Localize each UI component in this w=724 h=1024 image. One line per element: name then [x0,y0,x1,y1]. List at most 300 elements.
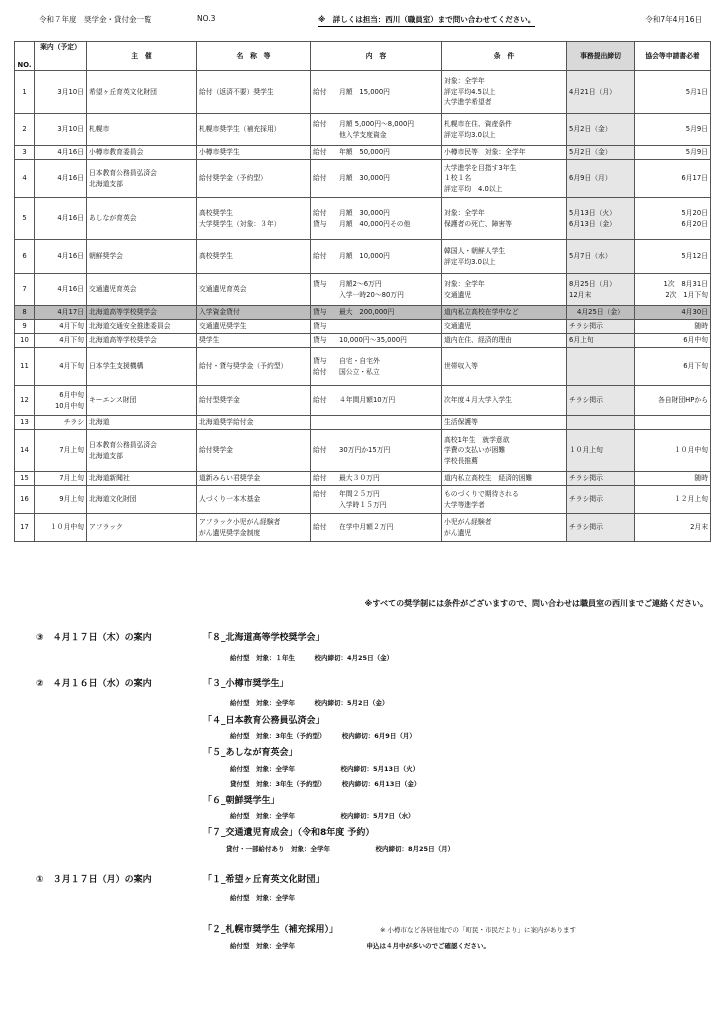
cell-name [197,146,311,160]
cell-application-due [635,240,711,274]
cell-organizer-line: 札幌市 [89,125,110,134]
cell-name [197,386,311,416]
cell-date-line: 7月上旬 [59,446,84,455]
cell-conditions [442,320,567,334]
cell-organizer [87,160,197,198]
col-content: 内 容 [311,42,442,71]
cell-date-line: 9月上旬 [59,495,84,504]
cell-office-deadline [567,71,635,114]
cell-application-due-line: 5月12日 [681,252,708,261]
cell-no: 16 [15,486,35,514]
cell-no: 12 [15,386,35,416]
cell-content [311,386,442,416]
table-row [15,486,711,514]
content-type: 給付 [313,148,327,157]
content-type: 貸与 [313,280,327,288]
cell-no: 15 [15,472,35,486]
announce-2-title-4: 「６_朝鮮奨学生」 [203,796,280,806]
cell-conditions [442,334,567,348]
announce-2-detail-2: 給付型 対象：3年生（予約型） 校内締切：6月9日（月） [230,732,416,740]
cell-name [197,198,311,240]
cell-conditions [442,146,567,160]
cell-content [311,160,442,198]
cell-application-due [635,306,711,320]
announce-3-title: 「８_北海道高等学校奨学会」 [203,633,325,643]
announce-2-date: ② ４月１６日（水）の案内 [36,679,152,689]
col-conditions: 条 件 [442,42,567,71]
col-office-deadline: 事務提出締切 [567,42,635,71]
cell-date-line: チラシ [63,418,84,427]
cell-office-deadline [567,514,635,542]
cell-name [197,71,311,114]
cell-conditions-line: 評定平均 4.0以上 [444,184,503,193]
cell-office-deadline-line: 5月13日（火） [569,209,616,217]
cell-conditions [442,514,567,542]
table-row [15,348,711,386]
cell-date [35,306,87,320]
cell-conditions-line: 生活保護等 [444,418,478,427]
content-type: 給付 [313,490,327,498]
content-amount: 月額 30,000円 [339,209,390,217]
cell-no: 5 [15,198,35,240]
cell-organizer [87,240,197,274]
cell-application-due [635,348,711,386]
cell-name-line: 北海道奨学給付金 [199,418,254,427]
content-type [313,290,339,301]
cell-organizer-line: 北海道 [89,418,110,427]
content-amount: 最大 200,000円 [339,308,395,317]
cell-organizer [87,416,197,430]
announce-2-detail-5: 貸付・一部給付あり 対象：全学年 校内締切：8月25日（月） [226,845,455,853]
cell-name-line: 給付（返済不要）奨学生 [199,87,274,96]
announce-2-title-3: 「５_あしなが育英会」 [203,748,298,758]
col-organizer: 主 催 [87,42,197,71]
cell-organizer [87,274,197,306]
cell-name-line: がん遺児奨学金制度 [199,528,261,537]
cell-application-due [635,71,711,114]
cell-application-due-line: 6月下旬 [683,362,708,371]
cell-office-deadline-line: チラシ掲示 [569,474,603,483]
cell-conditions [442,71,567,114]
cell-application-due [635,514,711,542]
cell-conditions [442,386,567,416]
cell-name-line: 奨学生 [199,336,220,345]
content-amount: 30万円か15万円 [339,446,391,455]
cell-no: 3 [15,146,35,160]
content-type: 給付 [313,474,327,483]
col-no: NO. [15,42,35,71]
announce-1-detail-1: 給付型 対象：全学年 [230,894,295,902]
cell-conditions [442,160,567,198]
content-amount: 年間２５万円 [339,490,380,498]
cell-application-due-line: 6月20日 [681,219,708,228]
announce-1-date: ① ３月１７日（月）の案内 [36,875,152,885]
cell-office-deadline-line: 12月末 [569,290,592,299]
cell-application-due-line: １２月上旬 [674,495,708,504]
cell-office-deadline [567,472,635,486]
announce-2-title-1: 「３_小樽市奨学生」 [203,679,289,689]
cell-conditions-line: 道内私立高校生 経済的困難 [444,474,533,483]
announce-1-note: ※ 小樽市など各居住地での「町民・市民だより」に案内があります [380,926,577,934]
cell-organizer-line: 北海道新聞社 [89,474,130,483]
cell-application-due [635,320,711,334]
cell-conditions-line: 保護者の死亡、障害等 [444,219,512,228]
document-date: 令和7年4月16日 [645,15,702,24]
table-row [15,514,711,542]
content-type: 貸与 [313,336,327,345]
content-amount: 国公立・私立 [339,367,380,376]
cell-application-due-line: 5月1日 [685,87,708,96]
content-amount: 自宅・自宅外 [339,357,380,365]
cell-organizer-line: 小樽市教育委員会 [89,148,144,157]
table-row [15,430,711,472]
cell-application-due [635,386,711,416]
cell-content [311,430,442,472]
table-row [15,240,711,274]
cell-organizer-line: 日本学生支援機構 [89,362,144,371]
cell-application-due-line: 6月中旬 [683,336,708,345]
cell-organizer-line: アフラック [89,523,123,532]
cell-date-line: 3月10日 [57,125,84,134]
cell-application-due [635,274,711,306]
cell-organizer [87,430,197,472]
cell-conditions-line: 札幌市在住、資産条件 [444,120,512,128]
announce-2-detail-3b: 貸付型 対象：3年生（予約型） 校内締切：6月13日（金） [230,780,421,788]
cell-content [311,514,442,542]
cell-name-line: 大学奨学生（対象：３年） [199,219,281,228]
cell-name-line: 給付型奨学金 [199,396,240,405]
cell-date-line: 7月上旬 [59,474,84,483]
table-row [15,71,711,114]
cell-content [311,198,442,240]
cell-no: 6 [15,240,35,274]
cell-no: 11 [15,348,35,386]
cell-office-deadline [567,430,635,472]
cell-no: 14 [15,430,35,472]
announce-1-title-2: 「２_札幌市奨学生（補充採用）」 [203,925,339,935]
cell-conditions-line: 学費の支払いが困難 [444,446,506,455]
cell-organizer-line: 北海道支部 [89,451,123,460]
cell-application-due-line: 各自財団HPから [658,396,708,405]
cell-office-deadline [567,486,635,514]
table-row [15,334,711,348]
cell-date [35,386,87,416]
table-row [15,114,711,146]
cell-date [35,71,87,114]
cell-application-due-line: 5月20日 [681,209,708,217]
cell-organizer [87,114,197,146]
content-type: 給付 [313,367,327,376]
cell-conditions [442,430,567,472]
cell-name [197,240,311,274]
table-row [15,274,711,306]
cell-organizer [87,71,197,114]
cell-organizer-line: 北海道高等学校奨学会 [89,308,157,317]
cell-conditions-line: 道内在住、経済的理由 [444,336,512,345]
cell-conditions-line: 小児がん経験者 [444,518,492,526]
cell-conditions-line: 交通遺児 [444,290,472,299]
cell-name [197,514,311,542]
cell-conditions [442,486,567,514]
cell-organizer-line: 北海道高等学校奨学会 [89,336,157,345]
cell-application-due [635,430,711,472]
announce-3-detail: 給付型 対象：１年生 校内締切：4月25日（金） [230,654,394,662]
cell-conditions-line: 評定平均4.5以上 [444,87,496,96]
table-header-row [15,42,711,71]
cell-office-deadline [567,240,635,274]
cell-application-due [635,160,711,198]
announce-2-detail-4: 給付型 対象：全学年 校内締切：5月7日（水） [230,812,415,820]
cell-name [197,306,311,320]
cell-conditions-line: 対象：全学年 [444,77,485,86]
cell-date [35,146,87,160]
cell-name-line: 給付奨学金（予約型） [199,174,267,183]
content-type: 貸与 [313,308,327,317]
col-application-due: 協会等申請書必着 [635,42,711,71]
cell-content [311,306,442,320]
content-amount: 他入学支度資金 [339,130,387,139]
content-amount: 入学時１５万円 [339,500,387,509]
cell-name-line: 道新みらい君奨学金 [199,474,261,483]
cell-date [35,114,87,146]
cell-office-deadline-line: 6月13日（金） [569,219,616,228]
cell-conditions-line: 評定平均3.0以上 [444,257,496,266]
cell-office-deadline-line: 6月上旬 [569,336,594,345]
cell-organizer-line: 朝鮮奨学会 [89,252,123,261]
cell-office-deadline-line: チラシ掲示 [569,523,603,532]
content-amount: 最大３０万円 [339,474,380,483]
cell-organizer [87,486,197,514]
cell-conditions [442,114,567,146]
cell-date-line: 4月下旬 [59,362,84,371]
cell-date [35,348,87,386]
content-amount: 月額2～6万円 [339,280,382,288]
announce-2-detail-3a: 給付型 対象：全学年 校内締切：5月13日（火） [230,765,420,773]
cell-name [197,472,311,486]
cell-conditions-line: 対象：全学年 [444,209,485,217]
cell-name [197,416,311,430]
cell-application-due-line: 6月17日 [681,174,708,183]
cell-date-line: 10月中旬 [54,401,84,410]
cell-conditions [442,472,567,486]
cell-organizer-line: キーエンス財団 [89,396,137,405]
cell-office-deadline-line: 8月25日（月） [569,280,616,288]
table-row [15,320,711,334]
table-row [15,416,711,430]
cell-office-deadline [567,386,635,416]
cell-date [35,274,87,306]
cell-organizer-line: 日本教育公務員弘済会 [89,441,157,449]
cell-conditions [442,240,567,274]
content-type: 給付 [313,209,327,217]
cell-office-deadline-line: チラシ掲示 [569,396,603,405]
cell-conditions-line: がん遺児 [444,528,472,537]
cell-application-due-line: 2次 1月下旬 [665,290,708,299]
cell-content [311,320,442,334]
cell-conditions [442,416,567,430]
cell-content [311,416,442,430]
content-amount: 月額 5,000円～8,000円 [339,120,415,128]
cell-name [197,430,311,472]
cell-name-line: 入学資金貸付 [199,308,240,317]
cell-organizer [87,146,197,160]
cell-organizer-line: 北海道交通安全推進委員会 [89,322,171,331]
cell-no: 8 [15,306,35,320]
cell-date [35,240,87,274]
cell-office-deadline-line: 5月2日（金） [569,148,612,157]
cell-application-due-line: 随時 [694,322,708,331]
footnote: ※すべての奨学制には条件がございますので、問い合わせは職員室の西川までご連絡ください。 [364,599,708,608]
cell-conditions-line: 大学等進学者 [444,500,485,509]
table-row [15,306,711,320]
cell-conditions-line: 大学進学希望者 [444,98,492,107]
cell-office-deadline [567,114,635,146]
cell-application-due-line: 2月末 [690,523,708,532]
contact-notice: ※ 詳しくは担当：西川（職員室）まで問い合わせてください。 [318,14,535,27]
cell-content [311,274,442,306]
content-type: 給付 [313,87,327,96]
cell-name-line: 札幌市奨学生（補充採用） [199,125,281,134]
announce-1-detail-2: 給付型 対象：全学年 申込は４月中が多いのでご確認ください。 [230,942,490,950]
cell-application-due-line: 4月30日 [681,308,708,317]
cell-date [35,472,87,486]
cell-name-line: 小樽市奨学生 [199,148,240,157]
cell-name-line: 給付・貸与奨学金（予約型） [199,362,288,371]
cell-name [197,334,311,348]
cell-date-line: 4月下旬 [59,336,84,345]
cell-office-deadline [567,160,635,198]
cell-application-due-line: １０月中旬 [674,446,708,455]
cell-conditions [442,198,567,240]
cell-application-due [635,146,711,160]
cell-application-due [635,198,711,240]
cell-no: 2 [15,114,35,146]
cell-application-due [635,486,711,514]
cell-content [311,486,442,514]
cell-conditions-line: 対象：全学年 [444,280,485,288]
cell-office-deadline [567,416,635,430]
cell-name-line: 交通遺児奨学生 [199,322,247,331]
cell-application-due [635,472,711,486]
cell-date [35,198,87,240]
cell-no: 13 [15,416,35,430]
page-header [0,14,724,30]
cell-date-line: 4月17日 [57,308,84,317]
content-type: 貸与 [313,322,327,331]
document-number: NO.3 [197,14,216,23]
cell-office-deadline [567,334,635,348]
cell-date-line: 4月16日 [57,214,84,223]
cell-conditions-line: 韓国人・朝鮮人学生 [444,247,506,255]
cell-conditions-line: 高校1年生 就学意欲 [444,435,510,444]
cell-date [35,320,87,334]
cell-conditions-line: 次年度４月大学入学生 [444,396,512,405]
col-date: 案内（予定） [35,42,87,71]
cell-organizer [87,386,197,416]
content-amount: 月額 15,000円 [339,87,390,96]
cell-conditions-line: 交通遺児 [444,322,472,331]
cell-office-deadline-line: 4月21日（月） [569,87,616,96]
announce-3-date: ③ ４月１７日（木）の案内 [36,633,152,643]
cell-conditions-line: １校１名 [444,174,472,183]
cell-office-deadline-line: チラシ掲示 [569,322,603,331]
content-amount: 入学一時20～80万円 [339,290,404,299]
cell-organizer [87,306,197,320]
cell-content [311,334,442,348]
cell-date-line: 4月16日 [57,252,84,261]
cell-content [311,472,442,486]
cell-name [197,274,311,306]
cell-application-due-line: 随時 [694,474,708,483]
cell-conditions [442,306,567,320]
cell-name [197,160,311,198]
content-type: 給付 [313,446,327,455]
cell-name-line: 交通遺児育英会 [199,285,247,294]
content-amount: 年額 50,000円 [339,148,390,157]
cell-organizer [87,320,197,334]
content-type: 貸与 [313,219,327,228]
cell-no: 10 [15,334,35,348]
cell-name-line: 高校奨学生 [199,252,233,261]
cell-office-deadline-line: 5月7日（水） [569,252,612,261]
cell-organizer-line: 北海道文化財団 [89,495,137,504]
content-amount: 10,000円～35,000円 [339,336,407,345]
table-row [15,198,711,240]
cell-conditions [442,274,567,306]
cell-name-line: 高校奨学生 [199,209,233,217]
cell-date [35,160,87,198]
cell-date [35,430,87,472]
cell-application-due [635,416,711,430]
cell-office-deadline [567,348,635,386]
cell-office-deadline [567,306,635,320]
table-row [15,146,711,160]
cell-date-line: 4月下旬 [59,322,84,331]
cell-name-line: 給付奨学金 [199,446,233,455]
cell-office-deadline [567,146,635,160]
content-type: 給付 [313,120,327,128]
cell-name [197,486,311,514]
col-name: 名 称 等 [197,42,311,71]
table-row [15,472,711,486]
table-row [15,160,711,198]
cell-office-deadline-line: 6月9日（月） [569,174,612,183]
cell-organizer-line: 交通遺児育英会 [89,285,137,294]
content-amount: 月額 40,000円その他 [339,219,411,228]
content-amount: 月額 30,000円 [339,174,390,183]
cell-office-deadline-line: 5月2日（金） [569,125,612,134]
announce-2-detail-1: 給付型 対象：全学年 校内締切：5月2日（金） [230,699,389,707]
cell-conditions-line: ものづくりで期待される [444,490,519,498]
cell-date [35,514,87,542]
cell-date [35,486,87,514]
cell-organizer-line: 北海道支部 [89,179,123,188]
cell-application-due [635,114,711,146]
cell-office-deadline-line: 4月25日（金） [577,308,624,317]
cell-application-due-line: 5月9日 [685,148,708,157]
cell-date-line: 3月10日 [57,87,84,96]
cell-conditions-line: 世帯収入等 [444,362,478,371]
cell-date [35,416,87,430]
cell-organizer [87,198,197,240]
cell-conditions-line: 評定平均3.0以上 [444,130,496,139]
cell-date-line: 4月16日 [57,174,84,183]
cell-office-deadline-line: １０月上旬 [569,446,603,455]
cell-organizer-line: あしなが育英会 [89,214,137,223]
content-amount: 月額 10,000円 [339,252,390,261]
cell-date-line: 6月中旬 [59,391,84,399]
announce-2-title-5: 「７_交通遺児育成会」（令和8年度 予約） [203,828,375,838]
